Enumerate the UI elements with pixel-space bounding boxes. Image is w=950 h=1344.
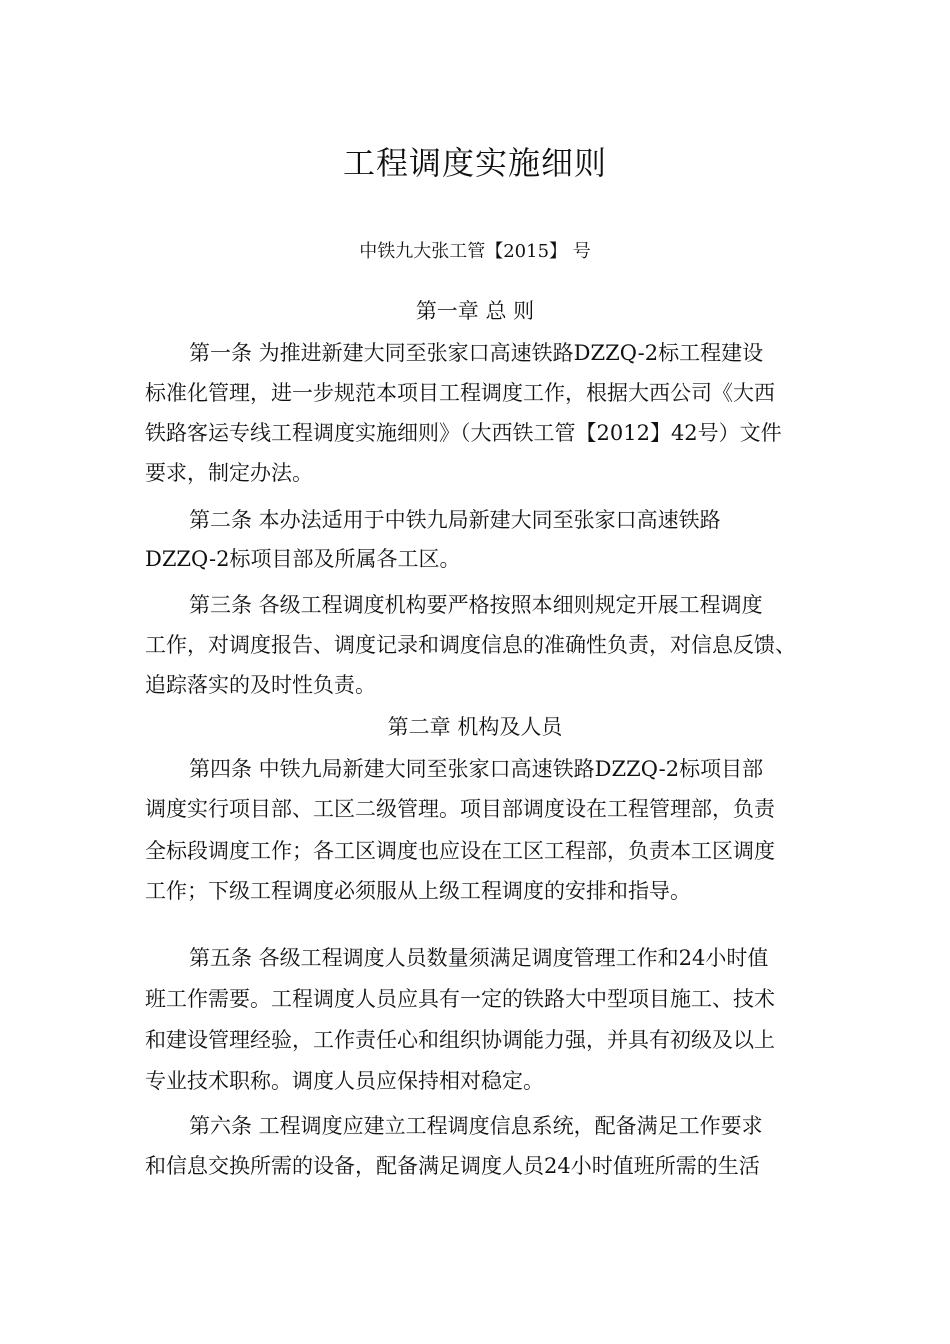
article-line: 第五条 各级工程调度人员数量须满足调度管理工作和24小时值 — [189, 946, 769, 970]
article-line: 第二条 本办法适用于中铁九局新建大同至张家口高速铁路 — [189, 508, 721, 532]
article-line: 工作，对调度报告、调度记录和调度信息的准确性负责，对信息反馈、 — [145, 633, 796, 657]
article-line: 标准化管理，进一步规范本项目工程调度工作，根据大西公司《大西 — [145, 381, 775, 405]
article-line: 工作；下级工程调度必须服从上级工程调度的安排和指导。 — [145, 879, 691, 903]
article-line: 第六条 工程调度应建立工程调度信息系统，配备满足工作要求 — [189, 1114, 763, 1138]
article-line: 第四条 中铁九局新建大同至张家口高速铁路DZZQ-2标项目部 — [189, 757, 764, 781]
chapter-heading: 第一章 总 则 — [415, 299, 535, 323]
article-line: 铁路客运专线工程调度实施细则》（大西铁工管【2012】42号）文件 — [145, 421, 782, 445]
article-line: 班工作需要。工程调度人员应具有一定的铁路大中型项目施工、技术 — [145, 987, 775, 1011]
article-line: 和建设管理经验，工作责任心和组织协调能力强，并具有初级及以上 — [145, 1028, 775, 1052]
article-line: DZZQ-2标项目部及所属各工区。 — [145, 547, 461, 571]
article-line: 要求，制定办法。 — [145, 461, 313, 485]
article-line: 第一条 为推进新建大同至张家口高速铁路DZZQ-2标工程建设 — [189, 341, 764, 365]
article-line: 调度实行项目部、工区二级管理。项目部调度设在工程管理部，负责 — [145, 797, 775, 821]
chapter-heading: 第二章 机构及人员 — [387, 715, 563, 739]
article-line: 追踪落实的及时性负责。 — [145, 673, 376, 697]
article-line: 专业技术职称。调度人员应保持相对稳定。 — [145, 1069, 544, 1093]
document-title: 工程调度实施细则 — [342, 144, 607, 182]
article-line: 第三条 各级工程调度机构要严格按照本细则规定开展工程调度 — [189, 593, 763, 617]
article-line: 全标段调度工作；各工区调度也应设在工区工程部，负责本工区调度 — [145, 839, 775, 863]
article-line: 和信息交换所需的设备，配备满足调度人员24小时值班所需的生活 — [145, 1154, 760, 1178]
document-number: 中铁九大张工管【2015】 号 — [359, 241, 591, 262]
